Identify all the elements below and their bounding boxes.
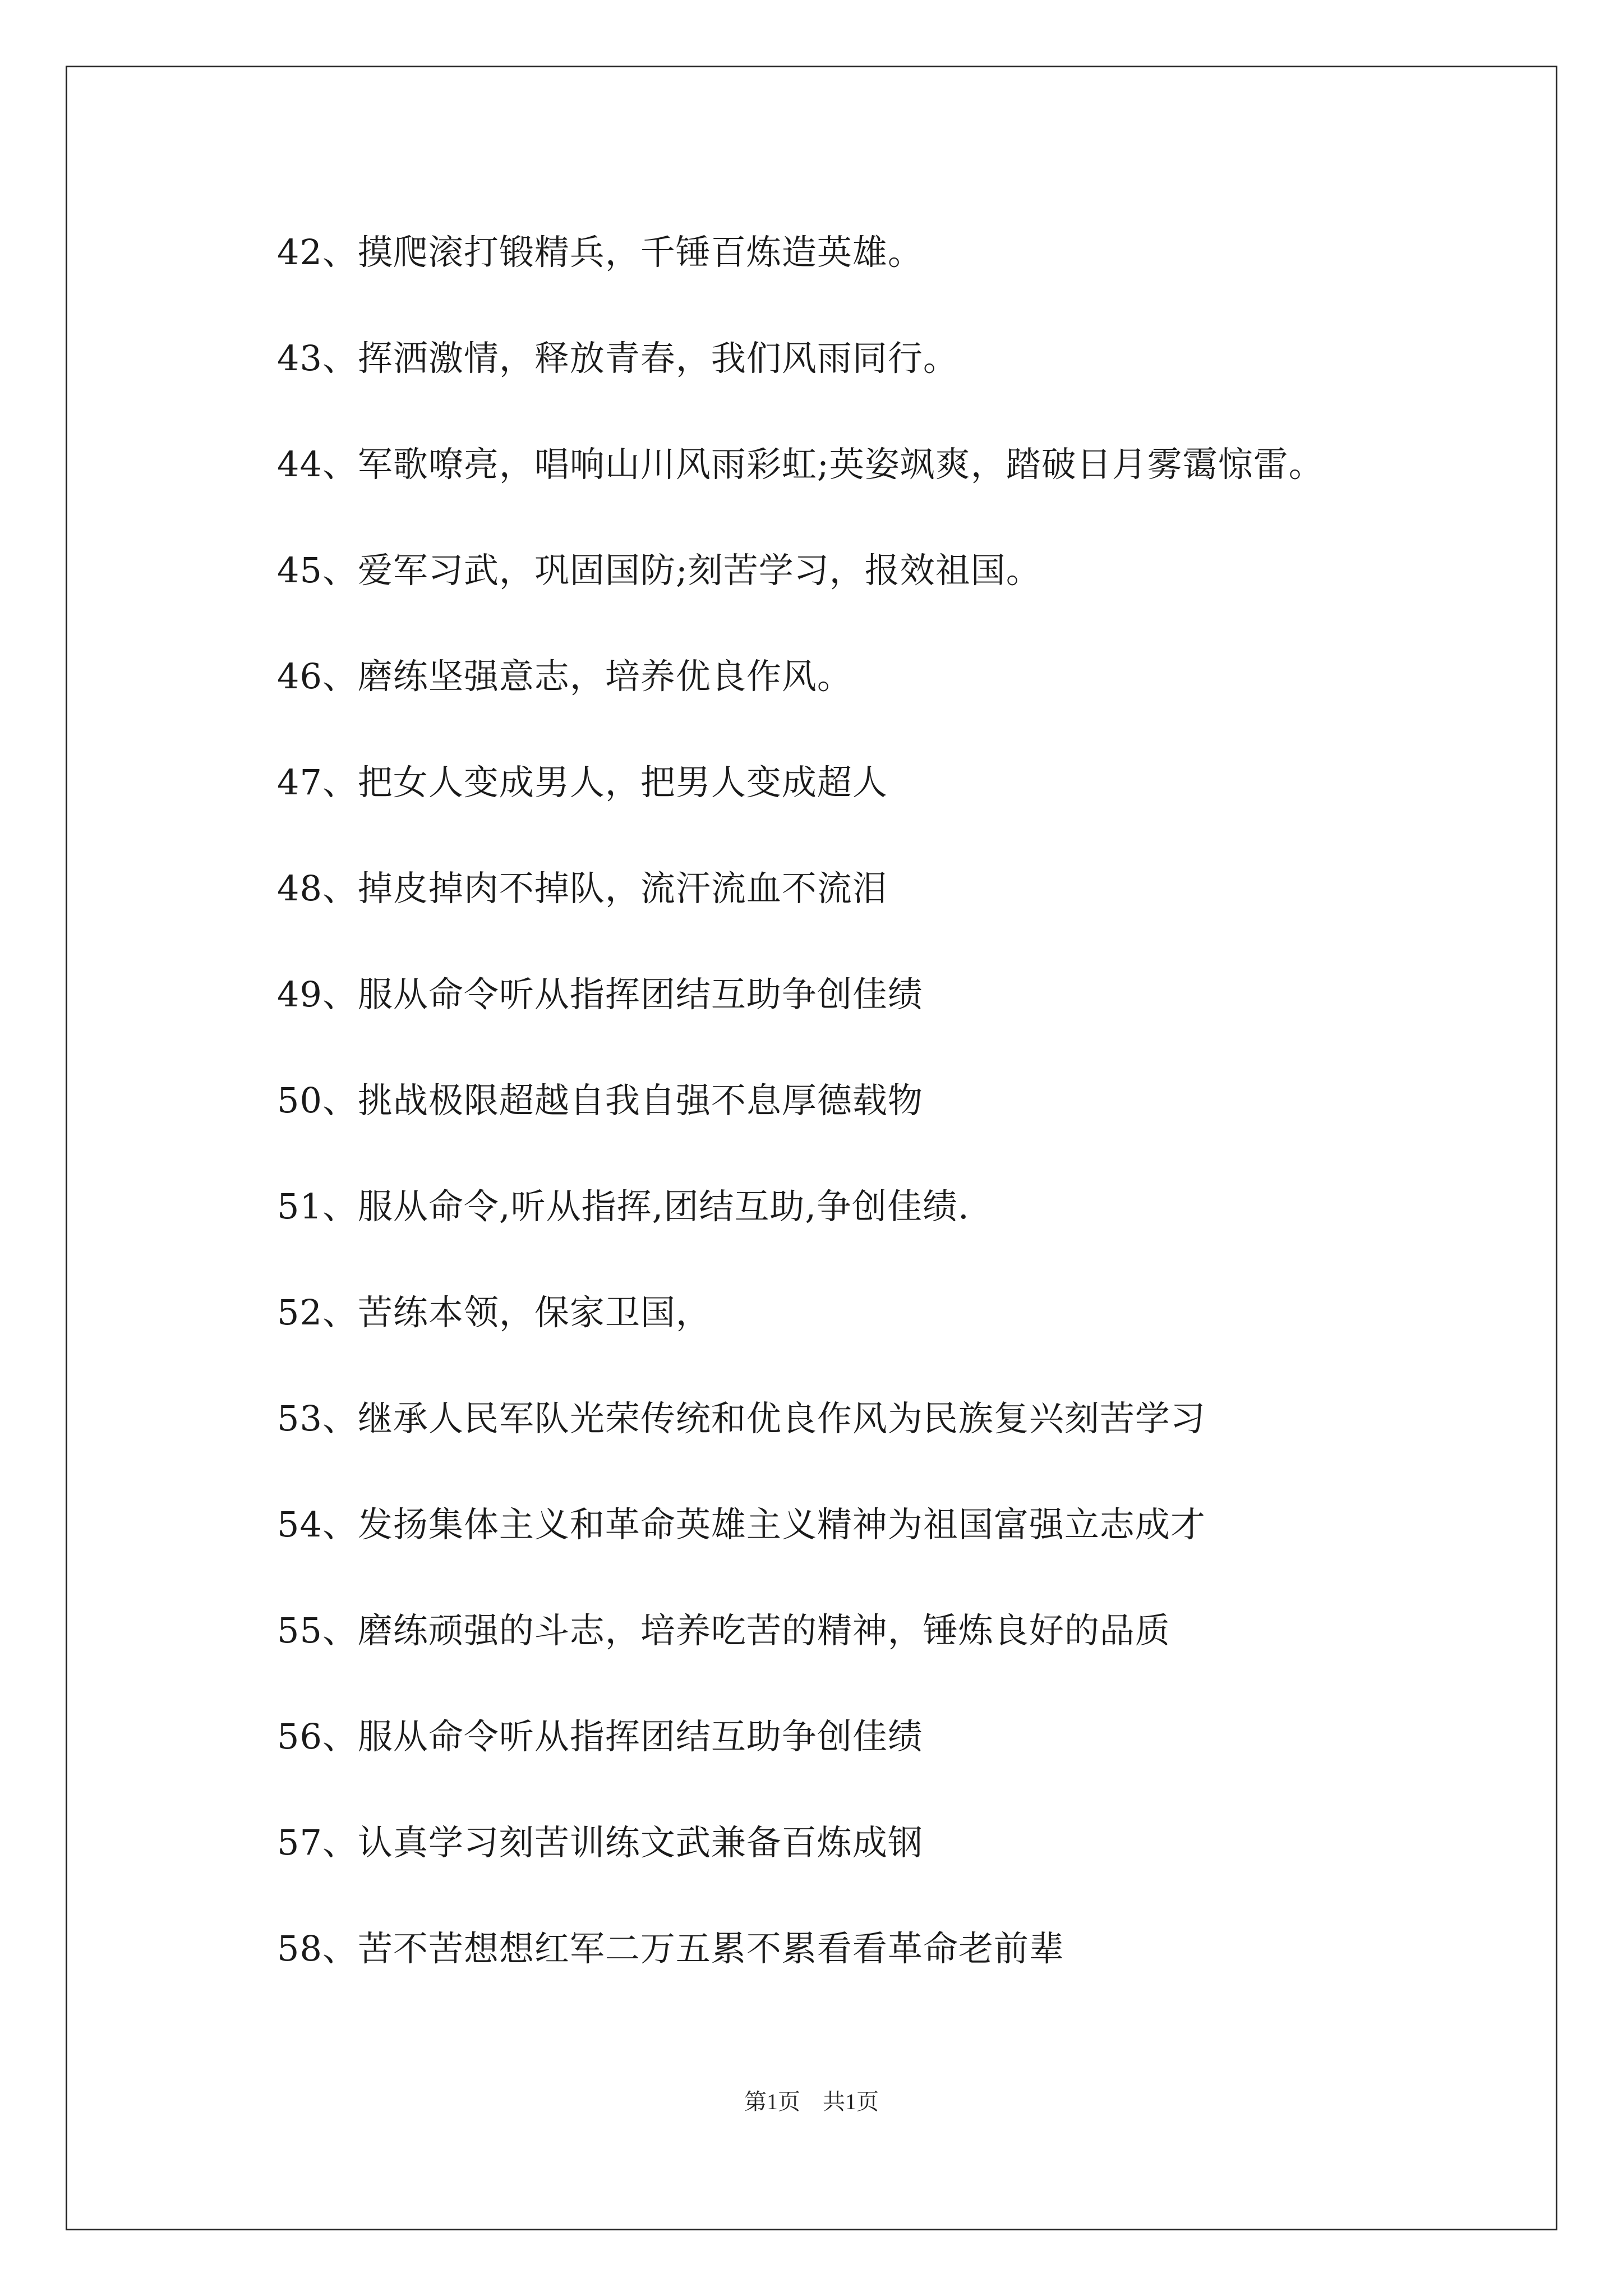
page-footer	[0, 2084, 1623, 2116]
item-number: 46	[277, 656, 322, 697]
item-text: 挑战极限超越自我自强不息厚德载物	[357, 1080, 923, 1121]
item-separator: 、	[322, 1504, 358, 1545]
item-separator: 、	[322, 1928, 358, 1969]
item-text: 服从命令听从指挥团结互助争创佳绩	[357, 1716, 923, 1757]
item-separator: 、	[322, 1292, 358, 1333]
item-number: 51	[277, 1186, 322, 1227]
list-item	[277, 1385, 1500, 1491]
item-number: 43	[277, 338, 322, 379]
item-text: 发扬集体主义和革命英雄主义精神为祖国富强立志成才	[357, 1504, 1206, 1545]
list-item	[277, 1597, 1500, 1703]
page-total: 共1页	[823, 2089, 879, 2114]
item-text: 服从命令,听从指挥,团结互助,争创佳绩.	[357, 1186, 970, 1227]
item-number: 56	[277, 1716, 322, 1757]
item-number: 54	[277, 1504, 322, 1545]
item-text: 苦练本领，保家卫国，	[357, 1292, 711, 1333]
item-separator: 、	[322, 1610, 358, 1651]
item-separator: 、	[322, 338, 358, 379]
item-number: 42	[277, 232, 322, 273]
slogan-list	[277, 219, 1500, 2021]
item-separator: 、	[322, 444, 358, 485]
item-text: 认真学习刻苦训练文武兼备百炼成钢	[357, 1822, 923, 1863]
item-separator: 、	[322, 974, 358, 1015]
item-separator: 、	[322, 656, 358, 697]
list-item	[277, 219, 1500, 325]
list-item	[277, 643, 1500, 749]
item-separator: 、	[322, 868, 358, 909]
list-item	[277, 325, 1500, 431]
item-number: 44	[277, 444, 322, 485]
list-item	[277, 431, 1500, 537]
item-number: 58	[277, 1928, 322, 1969]
item-number: 47	[277, 762, 322, 803]
item-text: 摸爬滚打锻精兵，千锤百炼造英雄。	[357, 232, 923, 273]
item-number: 50	[277, 1080, 322, 1121]
item-number: 45	[277, 550, 322, 591]
list-item	[277, 1915, 1500, 2021]
item-text: 挥洒激情，释放青春，我们风雨同行。	[357, 338, 958, 379]
item-separator: 、	[322, 762, 358, 803]
item-text: 把女人变成男人，把男人变成超人	[357, 762, 888, 803]
list-item	[277, 1067, 1500, 1173]
page-number: 第1页	[744, 2089, 800, 2114]
item-number: 52	[277, 1292, 322, 1333]
item-text: 爱军习武，巩固国防;刻苦学习，报效祖国。	[357, 550, 1041, 591]
list-item	[277, 1703, 1500, 1809]
item-separator: 、	[322, 1716, 358, 1757]
item-number: 53	[277, 1398, 322, 1439]
item-separator: 、	[322, 1398, 358, 1439]
item-text: 掉皮掉肉不掉队，流汗流血不流泪	[357, 868, 888, 909]
list-item	[277, 1279, 1500, 1385]
list-item	[277, 855, 1500, 961]
item-number: 48	[277, 868, 322, 909]
item-text: 继承人民军队光荣传统和优良作风为民族复兴刻苦学习	[357, 1398, 1206, 1439]
item-number: 57	[277, 1822, 322, 1863]
item-text: 苦不苦想想红军二万五累不累看看革命老前辈	[357, 1928, 1064, 1969]
item-separator: 、	[322, 232, 358, 273]
item-separator: 、	[322, 1080, 358, 1121]
list-item	[277, 749, 1500, 855]
item-number: 49	[277, 974, 322, 1015]
list-item	[277, 1173, 1500, 1279]
list-item	[277, 537, 1500, 643]
item-separator: 、	[322, 1186, 358, 1227]
item-text: 磨练顽强的斗志，培养吃苦的精神，锤炼良好的品质	[357, 1610, 1170, 1651]
item-separator: 、	[322, 1822, 358, 1863]
list-item	[277, 1491, 1500, 1597]
item-separator: 、	[322, 550, 358, 591]
item-text: 军歌嘹亮，唱响山川风雨彩虹;英姿飒爽，踏破日月雾霭惊雷。	[357, 444, 1324, 485]
item-number: 55	[277, 1610, 322, 1651]
list-item	[277, 1809, 1500, 1915]
item-text: 磨练坚强意志，培养优良作风。	[357, 656, 852, 697]
list-item	[277, 961, 1500, 1067]
item-text: 服从命令听从指挥团结互助争创佳绩	[357, 974, 923, 1015]
